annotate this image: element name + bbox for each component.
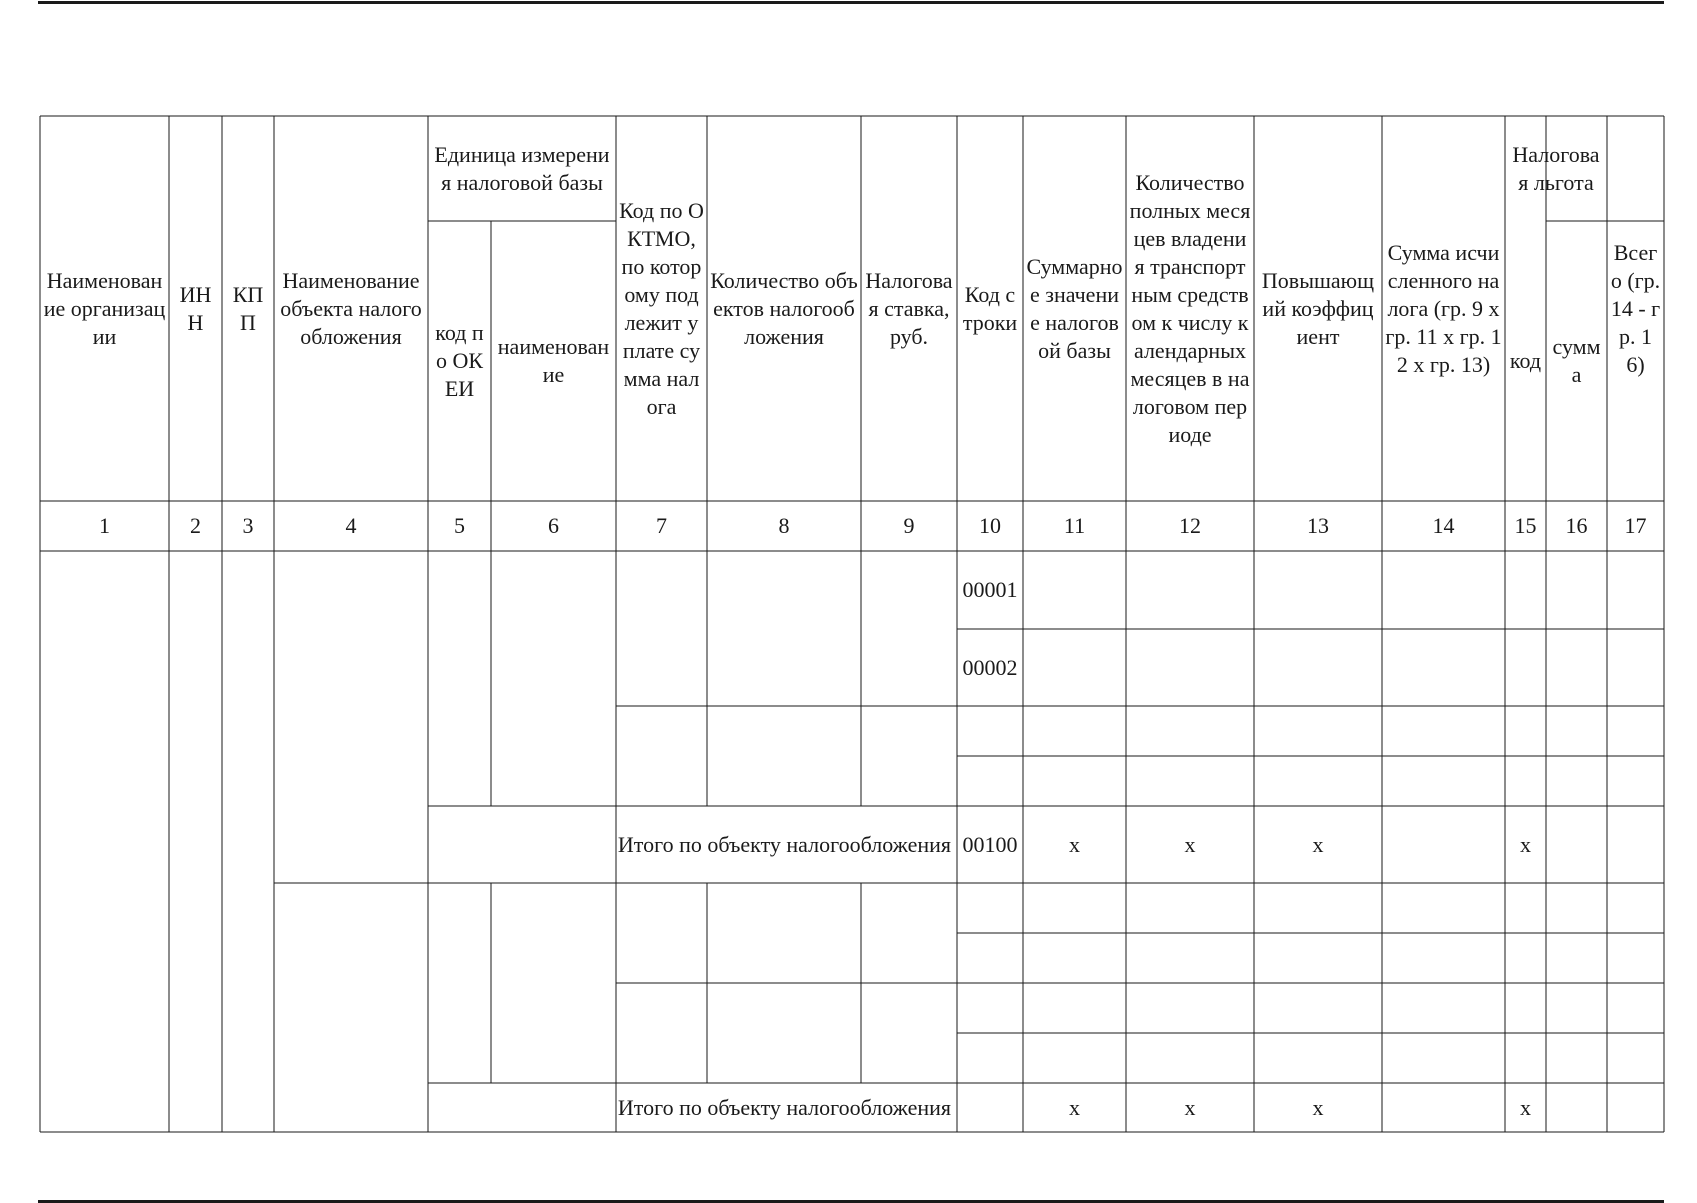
column-number-17: 17 bbox=[1624, 513, 1647, 538]
header-cell-c9: Налоговая ставка, руб. bbox=[865, 267, 953, 349]
header-cell-c6: наименование bbox=[497, 334, 610, 387]
header-cell-c15: код bbox=[1509, 348, 1542, 373]
header-cell-c2: ИНН bbox=[179, 281, 212, 335]
column-number-14: 14 bbox=[1432, 513, 1455, 538]
column-number-6: 6 bbox=[548, 513, 559, 538]
column-number-1: 1 bbox=[99, 513, 110, 538]
column-number-4: 4 bbox=[345, 513, 357, 538]
column-number-13: 13 bbox=[1307, 513, 1329, 538]
header-cell-c11: Суммарное значение налоговой базы bbox=[1026, 253, 1123, 363]
column-number-3: 3 bbox=[242, 513, 254, 538]
header-cell-c16: сумма bbox=[1552, 334, 1601, 387]
column-number-11: 11 bbox=[1063, 513, 1086, 538]
cross-mark: x bbox=[1312, 1094, 1324, 1120]
cross-mark: x bbox=[1184, 1094, 1196, 1120]
header-cell-c5: код по ОКЕИ bbox=[435, 320, 484, 401]
header-cell-c10: Код строки bbox=[962, 281, 1018, 335]
cross-mark: x bbox=[1184, 831, 1196, 857]
header-cell-c1: Наименование организации bbox=[43, 267, 166, 349]
header-cell-c17: Всего (гр. 14 - гр. 16) bbox=[1610, 239, 1661, 377]
column-number-5: 5 bbox=[454, 513, 465, 538]
column-number-7: 7 bbox=[656, 513, 667, 538]
column-number-16: 16 bbox=[1565, 513, 1588, 538]
cross-mark: x bbox=[1069, 1094, 1080, 1120]
header-cell-c7: Код по ОКТМО, по которому подлежит уплате сумма налога bbox=[619, 197, 704, 419]
column-number-10: 10 bbox=[979, 513, 1001, 538]
header-cell-c4: Наименование объекта налогообложения bbox=[280, 267, 422, 349]
total-label: Итого по объекту налогообложения bbox=[617, 831, 951, 857]
header-cell-c12: Количество полных месяцев владения транспортным средством к числу календарных месяцев в налоговом периоде bbox=[1129, 169, 1251, 447]
header-cell-c8: Количество объектов налогообложения bbox=[710, 267, 858, 349]
header-benefit-group: Налоговая льгота bbox=[1512, 141, 1600, 195]
cross-mark: x bbox=[1312, 831, 1324, 857]
row-code-00001: 00001 bbox=[962, 577, 1018, 602]
row-code-00100: 00100 bbox=[962, 831, 1018, 857]
header-cell-c14: Сумма исчисленного налога (гр. 9 x гр. 11 x гр. 12 x гр. 13) bbox=[1385, 239, 1502, 377]
cross-mark: x bbox=[1520, 831, 1531, 857]
cross-mark: x bbox=[1069, 831, 1080, 857]
header-cell-c13: Повышающий коэффициент bbox=[1261, 267, 1375, 349]
header-unit-group: Единица измерения налоговой базы bbox=[434, 141, 610, 195]
row-code-00002: 00002 bbox=[962, 654, 1018, 680]
column-number-9: 9 bbox=[903, 513, 915, 538]
column-number-15: 15 bbox=[1514, 513, 1537, 538]
column-number-8: 8 bbox=[778, 513, 790, 538]
header-cell-c3: КПП bbox=[232, 281, 264, 335]
total-label: Итого по объекту налогообложения bbox=[617, 1094, 951, 1120]
column-number-2: 2 bbox=[190, 513, 201, 538]
cross-mark: x bbox=[1520, 1094, 1531, 1120]
column-number-12: 12 bbox=[1179, 513, 1201, 538]
